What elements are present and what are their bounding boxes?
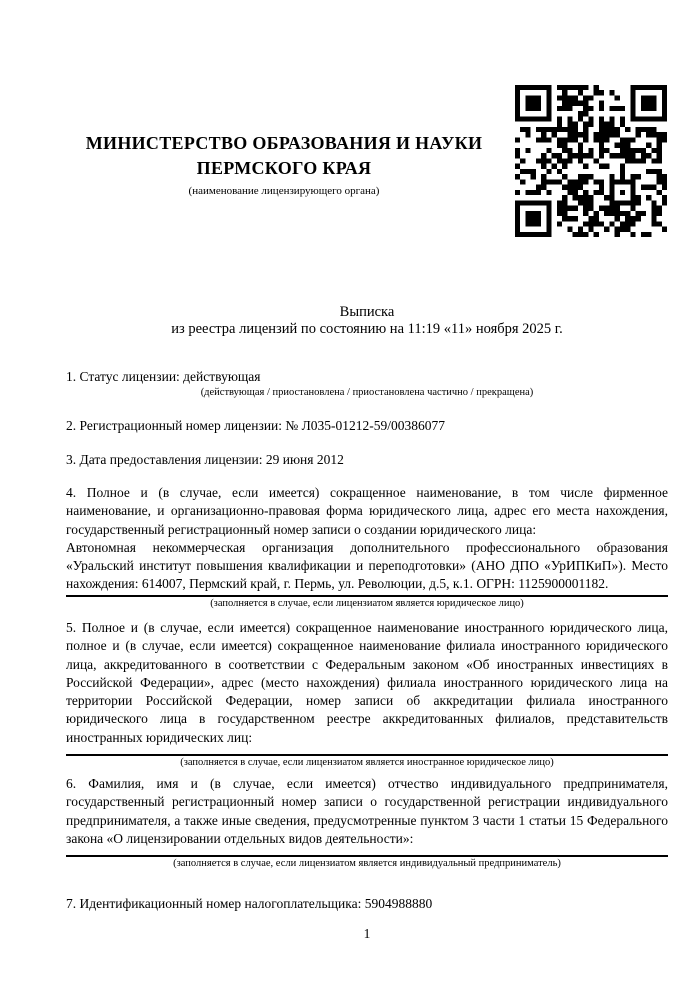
legal-entity-note: (заполняется в случае, если лицензиатом является юридическое лицо)	[210, 597, 524, 609]
page-number: 1	[363, 926, 371, 941]
document-title	[66, 304, 668, 337]
individual-entrepreneur-label: 6. Фамилия, имя и (в случае, если имеется) отчество индивидуального предпринимателя, государственный регистрационный номер записи о государственной регистрации индивидуального предпринимателя, а также иные сведения, предусмотренные пунктом 3 части 1 статьи 15 Федерального закона «О лицензировании отдельных видов деятельности»:	[66, 776, 668, 846]
qr-code-icon	[514, 85, 668, 237]
license-status-text: 1. Статус лицензии: действующая	[66, 369, 261, 384]
field-license-status	[66, 368, 668, 399]
licensing-authority-header	[66, 131, 502, 198]
field-foreign-legal-entity	[66, 619, 668, 769]
foreign-legal-entity-label: 5. Полное и (в случае, если имеется) сокращенное наименование иностранного юридического лица, полное и (в случае, если имеется) сокращенное наименование филиала иностранного юридического лица, аккредитованного в соответствии с Федеральным законом «Об иностранных инвестициях в Российской Федерации», адрес (место нахождения) филиала иностранного юридического лица на территории Российской Федерации, номер записи об аккредитации филиала иностранного юридического лица в государственном реестре аккредитованных филиалов, представительств иностранных юридических лиц:	[66, 620, 668, 745]
org-name-line1: МИНИСТЕРСТВО ОБРАЗОВАНИЯ И НАУКИ	[85, 133, 483, 153]
org-name-caption: (наименование лицензирующего органа)	[188, 185, 380, 197]
legal-entity-value: Автономная некоммерческая организация дополнительного профессионального образования «Уральский институт повышения квалификации и переподготовки» (АНО ДПО «УрИПКиП»). Место нахождения: 614007, Пермский край, г. Пермь, ул. Революции, д.5, к.1. ОГРН: 1125900001182.	[66, 539, 668, 592]
document-title-line2: из реестра лицензий по состоянию на 11:19 «11» ноября 2025 г.	[171, 320, 563, 337]
individual-entrepreneur-note: (заполняется в случае, если лицензиатом является индивидуальный предприниматель)	[173, 858, 561, 870]
license-status-note: (действующая / приостановлена / приостановлена частично / прекращена)	[200, 387, 534, 399]
license-grant-date-text: 3. Дата предоставления лицензии: 29 июня 2012	[66, 452, 344, 467]
field-individual-entrepreneur	[66, 775, 668, 870]
foreign-legal-entity-note: (заполняется в случае, если лицензиатом является иностранное юридическое лицо)	[180, 757, 554, 769]
document-title-line1: Выписка	[339, 304, 395, 320]
taxpayer-number-text: 7. Идентификационный номер налогоплательщика: 5904988880	[66, 896, 433, 911]
field-legal-entity	[66, 484, 668, 610]
field-registration-number	[66, 417, 668, 435]
registration-number-text: 2. Регистрационный номер лицензии: № Л035-01212-59/00386077	[66, 418, 446, 433]
field-license-grant-date	[66, 451, 668, 469]
org-name-line2: ПЕРМСКОГО КРАЯ	[196, 157, 372, 178]
legal-entity-label: 4. Полное и (в случае, если имеется) сокращенное наименование, в том числе фирменное наименование, и организационно-правовая форма юридического лица, адрес его места нахождения, государственный регистрационный номер записи о создании юридического лица:	[66, 485, 668, 537]
field-taxpayer-number	[66, 895, 668, 913]
